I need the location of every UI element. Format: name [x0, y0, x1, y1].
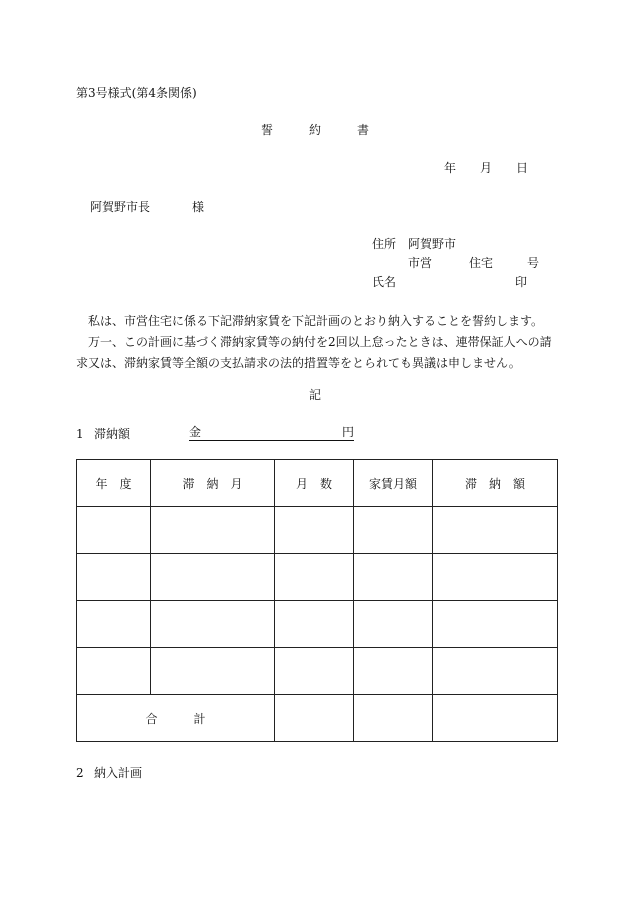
table-cell[interactable] [151, 648, 275, 695]
table-cell[interactable] [77, 648, 151, 695]
table-cell[interactable] [275, 648, 354, 695]
table-row [77, 648, 558, 695]
arrears-table [76, 459, 558, 742]
form-number: 第3号様式(第4条関係) [76, 86, 197, 100]
addressee-honorific: 様 [192, 200, 205, 214]
date-month: 月 [480, 161, 493, 175]
table-cell[interactable] [354, 554, 433, 601]
table-cell[interactable] [433, 601, 558, 648]
header-arrears-month: 滞 納 月 [151, 460, 275, 507]
arrears-amount-field[interactable] [189, 423, 354, 441]
pledge-paragraph [76, 311, 556, 374]
table-cell[interactable] [275, 554, 354, 601]
header-month-count: 月 数 [275, 460, 354, 507]
addressee-name: 阿賀野市長 [90, 200, 151, 214]
addressee [90, 201, 204, 213]
table-row [77, 554, 558, 601]
title-char-2: 約 [308, 123, 321, 137]
table-cell[interactable] [354, 648, 433, 695]
total-month-count-cell[interactable] [275, 695, 354, 742]
ki-heading: 記 [308, 388, 321, 402]
table-cell[interactable] [77, 601, 151, 648]
header-monthly-rent: 家賃月額 [354, 460, 433, 507]
table-cell[interactable] [151, 507, 275, 554]
total-monthly-rent-cell[interactable] [354, 695, 433, 742]
header-fiscal-year: 年 度 [77, 460, 151, 507]
table-cell[interactable] [354, 507, 433, 554]
title-char-3: 書 [357, 123, 370, 137]
table-cell[interactable] [151, 601, 275, 648]
table-total-row [77, 695, 558, 742]
table-cell[interactable] [433, 554, 558, 601]
total-arrears-amount-cell[interactable] [433, 695, 558, 742]
address-label: 住所 [372, 237, 397, 251]
table-cell[interactable] [77, 507, 151, 554]
seal-label: 印 [515, 275, 528, 289]
section2-label: 納入計画 [94, 766, 143, 780]
table-cell[interactable] [151, 554, 275, 601]
date-day: 日 [516, 161, 529, 175]
table-row [77, 601, 558, 648]
pledge-sentence-2: 万一、この計画に基づく滞納家賃等の納付を2回以上怠ったときは、連帯保証人への請求又は、滞納家賃等全額の支払請求の法的措置等をとられても異議は申しません。 [76, 335, 552, 370]
section2-number: 2 [76, 766, 84, 780]
date-year: 年 [444, 161, 457, 175]
table-cell[interactable] [275, 601, 354, 648]
title-char-1: 誓 [260, 123, 273, 137]
table-header-row [77, 460, 558, 507]
header-arrears-amount: 滞 納 額 [433, 460, 558, 507]
table-cell[interactable] [354, 601, 433, 648]
table-cell[interactable] [275, 507, 354, 554]
table-row [77, 507, 558, 554]
total-label: 合 計 [77, 695, 275, 742]
name-label: 氏名 [372, 275, 397, 289]
housing-label: 住宅 [469, 256, 494, 270]
amount-suffix: 円 [342, 425, 355, 439]
room-number-label: 号 [527, 256, 540, 270]
address-value: 阿賀野市 [408, 237, 457, 251]
municipal-label: 市営 [408, 256, 433, 270]
table-cell[interactable] [77, 554, 151, 601]
section1-number: 1 [76, 427, 84, 441]
document-title [0, 124, 630, 136]
table-cell[interactable] [433, 648, 558, 695]
amount-prefix: 金 [189, 425, 202, 439]
pledge-sentence-1: 私は、市営住宅に係る下記滞納家賃を下記計画のとおり納入することを誓約します。 [76, 314, 544, 328]
table-cell[interactable] [433, 507, 558, 554]
section1-label: 滞納額 [94, 427, 131, 441]
date-line [444, 162, 528, 174]
